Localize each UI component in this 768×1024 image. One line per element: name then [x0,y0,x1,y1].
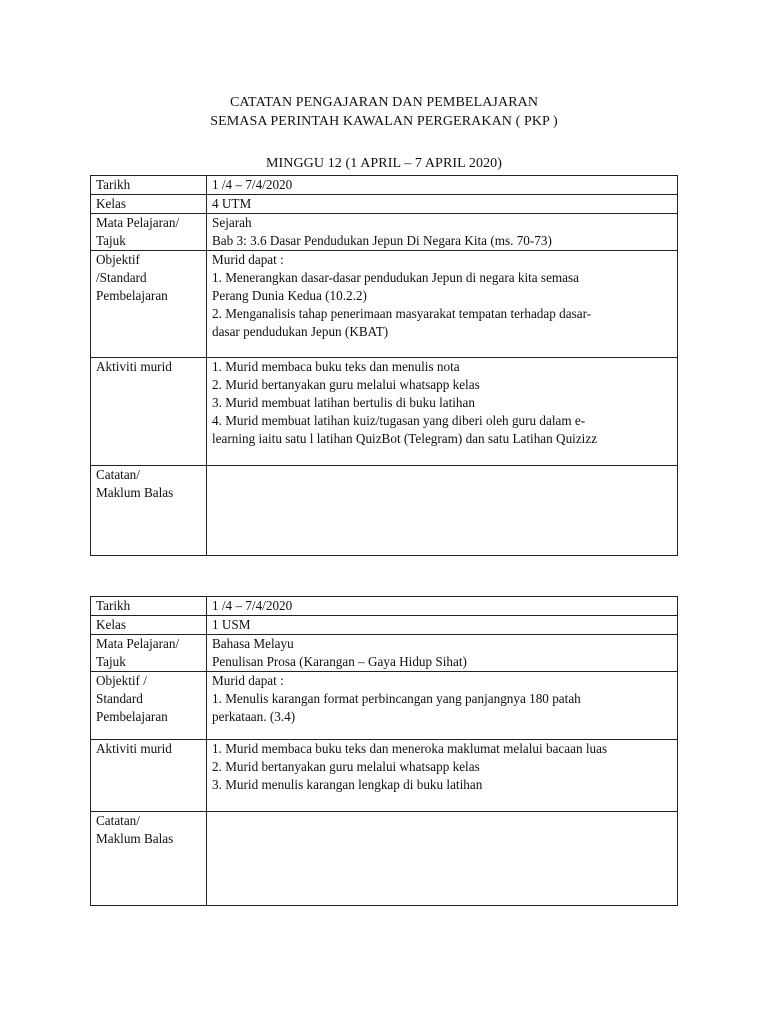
label-mata-pelajaran-line1: Mata Pelajaran/ [96,215,180,230]
lesson-record-table-1 [90,175,678,556]
label-catatan-line1: Catatan/ [96,467,140,482]
subject-name: Sejarah [212,215,252,230]
label-kelas: Kelas [91,616,207,635]
value-catatan [207,812,678,906]
lesson-record-table-2 [90,596,678,906]
value-mata-pelajaran [207,214,678,251]
label-maklum-balas: Maklum Balas [96,831,174,846]
document-title-line2: SEMASA PERINTAH KAWALAN PERGERAKAN ( PKP ) [210,114,558,129]
week-heading: MINGGU 12 (1 APRIL – 7 APRIL 2020) [265,156,503,171]
label-objektif [91,672,207,740]
value-aktiviti [207,740,678,812]
value-kelas: 4 UTM [207,195,678,214]
row-objektif [91,251,678,358]
objective-line: 1. Menulis karangan format perbincangan yang panjangnya 180 patah [212,691,581,706]
row-objektif [91,672,678,740]
label-objektif-line1: Objektif / [96,673,147,688]
row-catatan [91,812,678,906]
activity-line: 2. Murid bertanyakan guru melalui whatsapp kelas [212,759,480,774]
label-tajuk: Tajuk [96,654,126,669]
value-aktiviti [207,358,678,466]
label-objektif [91,251,207,358]
objective-line: 2. Menganalisis tahap penerimaan masyarakat tempatan terhadap dasar- [212,306,592,321]
row-mata-pelajaran [91,635,678,672]
activity-line: 3. Murid menulis karangan lengkap di buku latihan [212,777,483,792]
row-kelas [91,195,678,214]
label-objektif-line2: Standard [96,691,143,706]
activity-line: 3. Murid membuat latihan bertulis di buku latihan [212,395,475,410]
label-catatan [91,812,207,906]
activity-line: 4. Murid membuat latihan kuiz/tugasan yang diberi oleh guru dalam e- [212,413,586,428]
document-title-line1: CATATAN PENGAJARAN DAN PEMBELAJARAN [229,95,539,110]
value-mata-pelajaran [207,635,678,672]
label-objektif-line3: Pembelajaran [96,709,168,724]
subject-name: Bahasa Melayu [212,636,294,651]
label-tarikh: Tarikh [91,597,207,616]
activity-line: 1. Murid membaca buku teks dan meneroka maklumat melalui bacaan luas [212,741,608,756]
label-kelas: Kelas [91,195,207,214]
row-tarikh [91,176,678,195]
row-mata-pelajaran [91,214,678,251]
objective-intro: Murid dapat : [212,252,284,267]
label-aktiviti: Aktiviti murid [91,740,207,812]
topic-name: Penulisan Prosa (Karangan – Gaya Hidup Sihat) [212,654,467,669]
value-tarikh: 1 /4 – 7/4/2020 [207,176,678,195]
label-tarikh: Tarikh [91,176,207,195]
value-catatan [207,466,678,556]
row-aktiviti [91,358,678,466]
label-mata-pelajaran [91,635,207,672]
topic-name: Bab 3: 3.6 Dasar Pendudukan Jepun Di Negara Kita (ms. 70-73) [212,233,552,248]
label-catatan-line1: Catatan/ [96,813,140,828]
objective-line: perkataan. (3.4) [212,709,296,724]
objective-intro: Murid dapat : [212,673,284,688]
label-mata-pelajaran [91,214,207,251]
value-tarikh: 1 /4 – 7/4/2020 [207,597,678,616]
value-objektif [207,251,678,358]
objective-line: dasar pendudukan Jepun (KBAT) [212,324,389,339]
label-objektif-line2: /Standard [96,270,147,285]
value-objektif [207,672,678,740]
label-objektif-line1: Objektif [96,252,140,267]
row-aktiviti [91,740,678,812]
activity-line: 2. Murid bertanyakan guru melalui whatsapp kelas [212,377,480,392]
label-objektif-line3: Pembelajaran [96,288,168,303]
row-tarikh [91,597,678,616]
activity-line: 1. Murid membaca buku teks dan menulis nota [212,359,460,374]
value-kelas: 1 USM [207,616,678,635]
row-catatan [91,466,678,556]
label-catatan [91,466,207,556]
objective-line: 1. Menerangkan dasar-dasar pendudukan Jepun di negara kita semasa [212,270,580,285]
activity-line: learning iaitu satu l latihan QuizBot (Telegram) dan satu Latihan Quizizz [212,431,598,446]
label-mata-pelajaran-line1: Mata Pelajaran/ [96,636,180,651]
label-maklum-balas: Maklum Balas [96,485,174,500]
label-tajuk: Tajuk [96,233,126,248]
objective-line: Perang Dunia Kedua (10.2.2) [212,288,367,303]
label-aktiviti: Aktiviti murid [91,358,207,466]
row-kelas [91,616,678,635]
